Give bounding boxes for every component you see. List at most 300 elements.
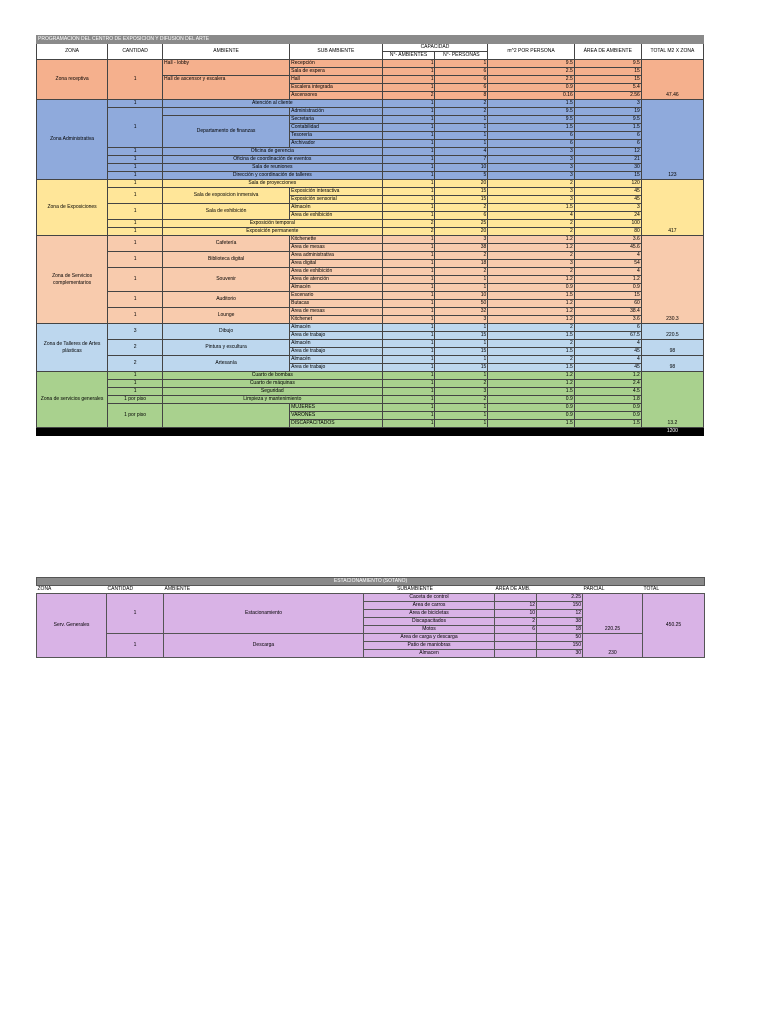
n-ambientes-cell: 1: [382, 188, 435, 196]
m2-persona-cell: 1.5: [488, 388, 574, 396]
header-n-personas: N°- PERSONAS: [435, 52, 488, 60]
t2-header-zona: ZONA: [37, 586, 52, 592]
n-personas-cell: 1: [435, 340, 488, 348]
m2-persona-cell: 3: [488, 188, 574, 196]
n-personas-cell: 1: [435, 124, 488, 132]
zone-cell: Zona receptiva: [37, 60, 108, 100]
area-cell: 30: [537, 650, 583, 658]
n-ambientes-cell: 1: [382, 148, 435, 156]
n-personas-cell: 5: [435, 172, 488, 180]
t2-header-spacer2: [467, 586, 495, 594]
t2-header-spacer: [289, 586, 364, 594]
m2-persona-cell: 3: [488, 196, 574, 204]
area-cell: 38: [537, 618, 583, 626]
grand-total-value: 1200: [641, 428, 703, 436]
parcial-cell: 230: [583, 634, 643, 658]
n-ambientes-cell: 1: [382, 108, 435, 116]
area-ambiente-cell: 45: [574, 348, 641, 356]
ambiente-cell: Auditorio: [163, 292, 290, 308]
n-personas-cell: 1: [435, 116, 488, 124]
ambiente-cell: Atención al cliente: [163, 100, 383, 108]
table-row: [37, 292, 704, 300]
m2-persona-cell: 2.5: [488, 76, 574, 84]
n-personas-cell: 1: [435, 132, 488, 140]
total-cell: 450.25: [643, 594, 705, 658]
n-ambientes-cell: 1: [382, 236, 435, 244]
n-personas-cell: 3: [435, 236, 488, 244]
n-ambientes-cell: 1: [382, 156, 435, 164]
n-ambientes-cell: 1: [382, 196, 435, 204]
cantidad-cell: 1: [107, 634, 164, 658]
sub-ambiente-cell: Recepción: [290, 60, 383, 68]
subambiente-cell: Área de carros: [364, 602, 495, 610]
table-row: [37, 164, 704, 172]
n-ambientes-cell: 1: [382, 412, 435, 420]
total-zona-cell: 417: [641, 180, 703, 236]
m2-persona-cell: 1.5: [488, 204, 574, 212]
area-ambiente-cell: 24: [574, 212, 641, 220]
n-personas-cell: 8: [435, 92, 488, 100]
m2-persona-cell: 1.2: [488, 300, 574, 308]
n-ambientes-cell: 1: [382, 140, 435, 148]
area-ambiente-cell: 15: [574, 172, 641, 180]
n-personas-cell: 10: [435, 164, 488, 172]
programacion-table: [36, 35, 704, 436]
n-personas-cell: 2: [435, 252, 488, 260]
ambiente-cell: Hall de ascensor y escalera: [163, 76, 290, 100]
subambiente-cell: Área de bicicletas: [364, 610, 495, 618]
area-ambiente-cell: 1.5: [574, 124, 641, 132]
area-cell: 150: [537, 642, 583, 650]
n-personas-cell: 2: [435, 204, 488, 212]
sub-ambiente-cell: Sala de espera: [290, 68, 383, 76]
ambiente-cell: Sala de reuniones: [163, 164, 383, 172]
area-ambiente-cell: 9.5: [574, 116, 641, 124]
t2-header-subambiente: SUBAMBIENTE: [397, 586, 433, 592]
table-row: [37, 236, 704, 244]
cantidad-cell: 1: [108, 380, 163, 388]
subambiente-cell: Discapacitados: [364, 618, 495, 626]
area-ambiente-cell: 3.6: [574, 316, 641, 324]
n-personas-cell: 15: [435, 348, 488, 356]
n-personas-cell: 1: [435, 372, 488, 380]
area-ambiente-cell: 15: [574, 76, 641, 84]
n-ambientes-cell: 1: [382, 276, 435, 284]
table-row: [37, 404, 704, 412]
n-ambientes-cell: 1: [382, 244, 435, 252]
table-row: [37, 308, 704, 316]
area-ambiente-cell: 19: [574, 108, 641, 116]
n-personas-cell: 18: [435, 260, 488, 268]
sub-ambiente-cell: Almacén: [290, 356, 383, 364]
n-personas-cell: 50: [435, 300, 488, 308]
n-ambientes-cell: 1: [382, 60, 435, 68]
count-cell: [495, 594, 537, 602]
n-ambientes-cell: 1: [382, 116, 435, 124]
n-personas-cell: 6: [435, 68, 488, 76]
cantidad-cell: 3: [108, 324, 163, 340]
cantidad-cell: 1: [108, 236, 163, 252]
cantidad-cell: 1: [108, 60, 163, 100]
total-zona-cell: 47.46: [641, 60, 703, 100]
header-area-ambiente: ÁREA DE AMBIENTE: [574, 44, 641, 60]
cantidad-cell: 1: [107, 594, 164, 634]
sub-ambiente-cell: Ascensores: [290, 92, 383, 100]
area-ambiente-cell: 100: [574, 220, 641, 228]
sub-ambiente-cell: DISCAPACITADOS: [290, 420, 383, 428]
n-ambientes-cell: 1: [382, 284, 435, 292]
sub-ambiente-cell: Exposición interactiva: [290, 188, 383, 196]
table-row: [37, 372, 704, 380]
m2-persona-cell: 1.5: [488, 420, 574, 428]
area-ambiente-cell: 120: [574, 180, 641, 188]
ambiente-cell: Descarga: [164, 634, 364, 658]
n-personas-cell: 6: [435, 84, 488, 92]
n-ambientes-cell: 1: [382, 420, 435, 428]
m2-persona-cell: 0.9: [488, 404, 574, 412]
header-cantidad: CANTIDAD: [108, 44, 163, 60]
area-ambiente-cell: 54: [574, 260, 641, 268]
zone-cell: Zona de Exposiciones: [37, 180, 108, 236]
n-ambientes-cell: 1: [382, 348, 435, 356]
count-cell: 10: [495, 610, 537, 618]
area-ambiente-cell: 30: [574, 164, 641, 172]
area-ambiente-cell: 6: [574, 132, 641, 140]
area-ambiente-cell: 67.5: [574, 332, 641, 340]
area-ambiente-cell: 0.9: [574, 404, 641, 412]
n-ambientes-cell: 1: [382, 76, 435, 84]
m2-persona-cell: 2.5: [488, 68, 574, 76]
cantidad-cell: 1: [108, 388, 163, 396]
count-cell: 2: [495, 618, 537, 626]
sub-ambiente-cell: Área de mesas: [290, 244, 383, 252]
zona-cell: Serv. Generales: [37, 594, 107, 658]
area-ambiente-cell: 60: [574, 300, 641, 308]
area-cell: 12: [537, 610, 583, 618]
ambiente-cell: Cuarto de bombas: [163, 372, 383, 380]
area-cell: 18: [537, 626, 583, 634]
subambiente-cell: Motos: [364, 626, 495, 634]
sub-ambiente-cell: MUJERES: [290, 404, 383, 412]
zone-cell: Zona Administrativa: [37, 100, 108, 180]
cantidad-cell: 1: [108, 100, 163, 108]
ambiente-cell: Exposición permanente: [163, 228, 383, 236]
sub-ambiente-cell: Hall: [290, 76, 383, 84]
table-row: [37, 60, 704, 68]
n-personas-cell: 25: [435, 220, 488, 228]
m2-persona-cell: 0.9: [488, 84, 574, 92]
ambiente-cell: [163, 404, 290, 428]
m2-persona-cell: 1.5: [488, 364, 574, 372]
ambiente-cell: Cuarto de máquinas: [163, 380, 383, 388]
m2-persona-cell: 2: [488, 324, 574, 332]
table-row: [37, 356, 704, 364]
n-ambientes-cell: 1: [382, 100, 435, 108]
area-ambiente-cell: 0.9: [574, 284, 641, 292]
ambiente-cell: [163, 108, 290, 116]
area-ambiente-cell: 15: [574, 68, 641, 76]
area-ambiente-cell: 5.4: [574, 84, 641, 92]
m2-persona-cell: 9.5: [488, 60, 574, 68]
n-personas-cell: 15: [435, 196, 488, 204]
estacionamiento-title: ESTACIONAMIENTO (SOTANO): [37, 578, 705, 586]
m2-persona-cell: 1.5: [488, 348, 574, 356]
table-row: [37, 228, 704, 236]
n-ambientes-cell: 1: [382, 164, 435, 172]
sub-ambiente-cell: Escalera integrada: [290, 84, 383, 92]
sub-ambiente-cell: Contabilidad: [290, 124, 383, 132]
n-personas-cell: 7: [435, 156, 488, 164]
cantidad-cell: 1: [108, 252, 163, 268]
n-ambientes-cell: 1: [382, 308, 435, 316]
n-personas-cell: 38: [435, 244, 488, 252]
area-ambiente-cell: 45: [574, 364, 641, 372]
sub-ambiente-cell: Butacas: [290, 300, 383, 308]
ambiente-cell: Limpieza y mantenimiento: [163, 396, 383, 404]
subambiente-cell: Patio de maniobras: [364, 642, 495, 650]
sub-ambiente-cell: Área de mesas: [290, 308, 383, 316]
m2-persona-cell: 9.5: [488, 108, 574, 116]
sub-ambiente-cell: Área de exhibición: [290, 212, 383, 220]
area-ambiente-cell: 4: [574, 356, 641, 364]
n-ambientes-cell: 1: [382, 124, 435, 132]
ambiente-cell: Oficina de coordinación de eventos: [163, 156, 383, 164]
area-ambiente-cell: 3: [574, 100, 641, 108]
table-row: [37, 396, 704, 404]
n-personas-cell: 2: [435, 268, 488, 276]
ambiente-cell: Sala de exhibición: [163, 204, 290, 220]
n-ambientes-cell: 1: [382, 356, 435, 364]
zone-cell: Zona de Talleres de Artes plásticas: [37, 324, 108, 372]
n-personas-cell: 1: [435, 60, 488, 68]
count-cell: 12: [495, 602, 537, 610]
total-zona-cell: 123: [641, 100, 703, 180]
table-row: [37, 380, 704, 388]
n-ambientes-cell: 1: [382, 68, 435, 76]
table-row: [37, 324, 704, 332]
area-ambiente-cell: 4: [574, 340, 641, 348]
header-m2-persona: m^2 POR PERSONA: [488, 44, 574, 60]
grand-total-row: [37, 428, 704, 436]
cantidad-cell: 2: [108, 356, 163, 372]
m2-persona-cell: 4: [488, 212, 574, 220]
cantidad-cell: 1: [108, 204, 163, 220]
n-ambientes-cell: 1: [382, 84, 435, 92]
sub-ambiente-cell: Exposición sensorial: [290, 196, 383, 204]
ambiente-cell: Sala de exposicion inmersiva: [163, 188, 290, 204]
sub-ambiente-cell: Área de atención: [290, 276, 383, 284]
header-ambiente: AMBIENTE: [163, 44, 290, 60]
parking-row: [37, 594, 705, 602]
header-sub-ambiente: SUB AMBIENTE: [290, 44, 383, 60]
sub-ambiente-cell: Área digital: [290, 260, 383, 268]
area-cell: 50: [537, 634, 583, 642]
n-personas-cell: 10: [435, 292, 488, 300]
cantidad-cell: 1: [108, 164, 163, 172]
area-cell: 150: [537, 602, 583, 610]
sub-ambiente-cell: Archivador: [290, 140, 383, 148]
area-ambiente-cell: 15: [574, 292, 641, 300]
ambiente-cell: Departamento de finanzas: [163, 116, 290, 148]
area-ambiente-cell: 45: [574, 196, 641, 204]
m2-persona-cell: 6: [488, 132, 574, 140]
m2-persona-cell: 1.2: [488, 244, 574, 252]
n-personas-cell: 1: [435, 412, 488, 420]
sub-ambiente-cell: Área administrativa: [290, 252, 383, 260]
n-ambientes-cell: 2: [382, 92, 435, 100]
n-ambientes-cell: 1: [382, 388, 435, 396]
n-personas-cell: 6: [435, 76, 488, 84]
n-ambientes-cell: 1: [382, 372, 435, 380]
m2-persona-cell: 2: [488, 252, 574, 260]
cantidad-cell: 1: [108, 228, 163, 236]
m2-persona-cell: 9.5: [488, 116, 574, 124]
area-ambiente-cell: 38.4: [574, 308, 641, 316]
m2-persona-cell: 3: [488, 172, 574, 180]
n-personas-cell: 32: [435, 308, 488, 316]
n-ambientes-cell: 1: [382, 332, 435, 340]
m2-persona-cell: 1.5: [488, 332, 574, 340]
count-cell: 6: [495, 626, 537, 634]
area-ambiente-cell: 1.2: [574, 372, 641, 380]
estacionamiento-table: [36, 577, 705, 658]
n-personas-cell: 2: [435, 100, 488, 108]
t2-header-parcial: PARCIAL: [583, 586, 605, 592]
m2-persona-cell: 2: [488, 180, 574, 188]
ambiente-cell: Hall - lobby: [163, 60, 290, 76]
n-ambientes-cell: 1: [382, 396, 435, 404]
sub-ambiente-cell: VARONES: [290, 412, 383, 420]
ambiente-cell: Dibujo: [163, 324, 290, 340]
n-ambientes-cell: 1: [382, 252, 435, 260]
sub-ambiente-cell: Área de trabajo: [290, 364, 383, 372]
n-personas-cell: 15: [435, 332, 488, 340]
cantidad-cell: 1: [108, 156, 163, 164]
ambiente-cell: Seguridad: [163, 388, 383, 396]
area-ambiente-cell: 45.6: [574, 244, 641, 252]
subambiente-cell: Area de carga y descarga: [364, 634, 495, 642]
grand-total-filler: [37, 428, 642, 436]
cantidad-cell: 1: [108, 268, 163, 292]
n-personas-cell: 15: [435, 364, 488, 372]
ambiente-cell: Lounge: [163, 308, 290, 324]
area-ambiente-cell: 4.5: [574, 388, 641, 396]
m2-persona-cell: 2: [488, 268, 574, 276]
count-cell: [495, 642, 537, 650]
sub-ambiente-cell: Administración: [290, 108, 383, 116]
ambiente-cell: Biblioteca digital: [163, 252, 290, 268]
m2-persona-cell: 1.2: [488, 276, 574, 284]
area-ambiente-cell: 12: [574, 148, 641, 156]
ambiente-cell: Sala de proyecciones: [163, 180, 383, 188]
table-row: [37, 388, 704, 396]
table-row: [37, 340, 704, 348]
cantidad-cell: 1: [108, 108, 163, 148]
cantidad-cell: 1 por piso: [108, 396, 163, 404]
area-ambiente-cell: 1.2: [574, 276, 641, 284]
n-personas-cell: 1: [435, 284, 488, 292]
total-zona-cell: 220.5: [641, 324, 703, 340]
area-ambiente-cell: 1.8: [574, 396, 641, 404]
m2-persona-cell: 3: [488, 164, 574, 172]
n-ambientes-cell: 1: [382, 260, 435, 268]
area-ambiente-cell: 2.4: [574, 380, 641, 388]
sub-ambiente-cell: Área de trabajo: [290, 332, 383, 340]
n-personas-cell: 2: [435, 380, 488, 388]
m2-persona-cell: 0.9: [488, 396, 574, 404]
area-ambiente-cell: 1.5: [574, 420, 641, 428]
area-ambiente-cell: 2.56: [574, 92, 641, 100]
total-zona-cell: 98: [641, 356, 703, 372]
sub-ambiente-cell: Área de exhibición: [290, 268, 383, 276]
m2-persona-cell: 2: [488, 356, 574, 364]
n-personas-cell: 20: [435, 180, 488, 188]
table-row: [37, 204, 704, 212]
cantidad-cell: 1: [108, 292, 163, 308]
n-ambientes-cell: 1: [382, 300, 435, 308]
sub-ambiente-cell: Escenario: [290, 292, 383, 300]
table-row: [37, 268, 704, 276]
count-cell: [495, 650, 537, 658]
n-personas-cell: 1: [435, 324, 488, 332]
table-row: [37, 188, 704, 196]
cantidad-cell: 1: [108, 308, 163, 324]
subambiente-cell: Almacen: [364, 650, 495, 658]
ambiente-cell: Dirección y coordinación de talleres: [163, 172, 383, 180]
m2-persona-cell: 6: [488, 140, 574, 148]
n-ambientes-cell: 1: [382, 132, 435, 140]
cantidad-cell: 1: [108, 188, 163, 204]
parcial-cell: 220.25: [583, 594, 643, 634]
header-total-zona: TOTAL M2 X ZONA: [641, 44, 703, 60]
cantidad-cell: 1: [108, 148, 163, 156]
t2-header-area: AREA DE AMB.: [495, 586, 531, 592]
n-personas-cell: 20: [435, 228, 488, 236]
m2-persona-cell: 1.2: [488, 372, 574, 380]
sub-ambiente-cell: Almacén: [290, 340, 383, 348]
n-ambientes-cell: 1: [382, 268, 435, 276]
area-ambiente-cell: 0.9: [574, 412, 641, 420]
area-ambiente-cell: 45: [574, 188, 641, 196]
n-personas-cell: 1: [435, 356, 488, 364]
m2-persona-cell: 1.5: [488, 100, 574, 108]
sub-ambiente-cell: Almacén: [290, 324, 383, 332]
ambiente-cell: Pintura y escultura: [163, 340, 290, 356]
n-personas-cell: 1: [435, 404, 488, 412]
t2-header-total: TOTAL: [643, 586, 660, 592]
n-personas-cell: 3: [435, 316, 488, 324]
area-ambiente-cell: 6: [574, 140, 641, 148]
cantidad-cell: 1: [108, 220, 163, 228]
cantidad-cell: 1: [108, 372, 163, 380]
header-capacidad: CAPACIDAD: [382, 44, 488, 52]
n-personas-cell: 1: [435, 140, 488, 148]
ambiente-cell: Oficina de gerencia: [163, 148, 383, 156]
n-personas-cell: 1: [435, 276, 488, 284]
m2-persona-cell: 1.5: [488, 124, 574, 132]
sub-ambiente-cell: Almacén: [290, 204, 383, 212]
m2-persona-cell: 3: [488, 156, 574, 164]
zone-cell: Zona de servicios generales: [37, 372, 108, 428]
table-row: [37, 100, 704, 108]
n-ambientes-cell: 1: [382, 404, 435, 412]
table-row: [37, 172, 704, 180]
m2-persona-cell: 2: [488, 340, 574, 348]
cantidad-cell: 1 por piso: [108, 404, 163, 428]
n-ambientes-cell: 1: [382, 204, 435, 212]
n-ambientes-cell: 1: [382, 340, 435, 348]
n-ambientes-cell: 2: [382, 228, 435, 236]
